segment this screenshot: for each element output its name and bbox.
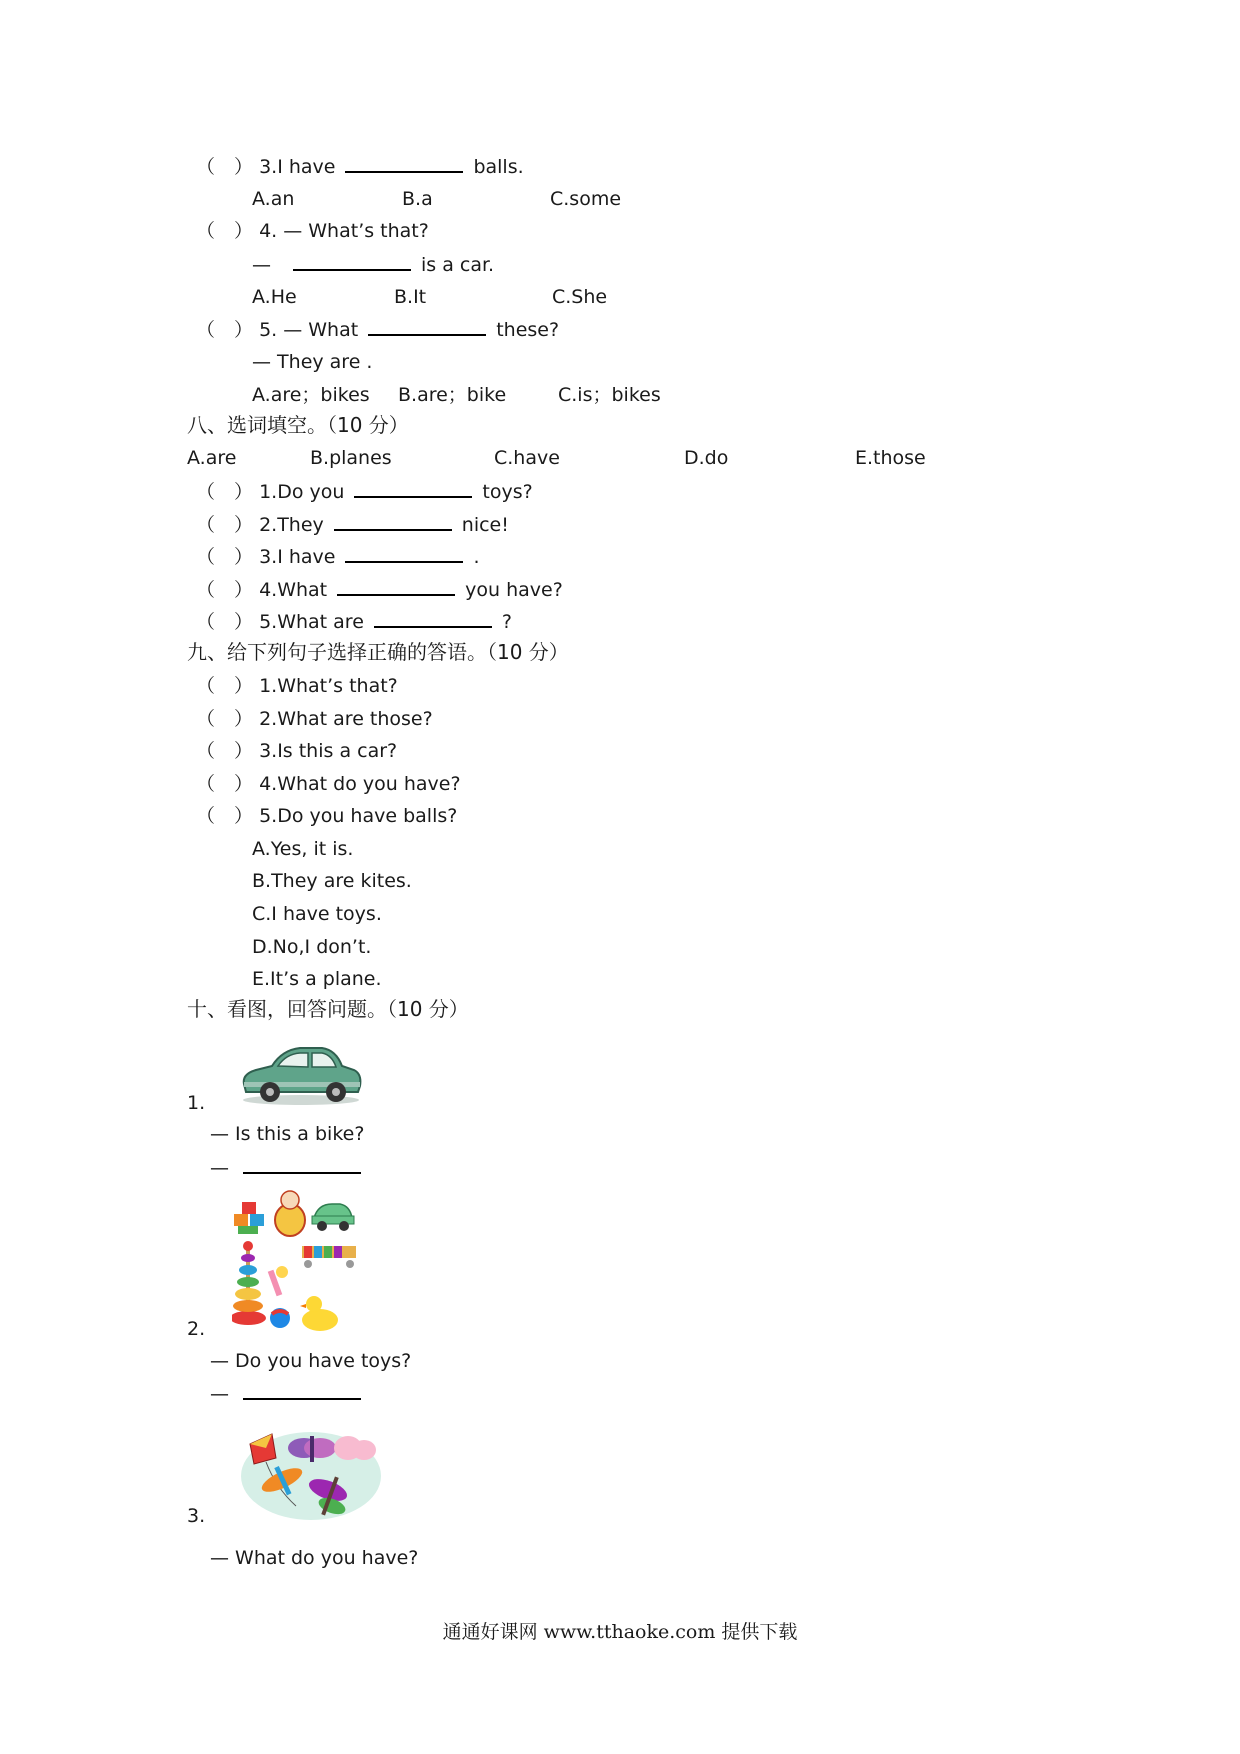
answer-bracket: （ ） bbox=[196, 579, 254, 601]
answer-bracket: （ ） bbox=[196, 805, 254, 827]
s10-item3-number: 3. bbox=[187, 1505, 206, 1527]
s7-q5-opt-a: A.are；bikes bbox=[252, 384, 370, 406]
s10-item1-number: 1. bbox=[187, 1092, 206, 1114]
answer-bracket: （ ） bbox=[196, 773, 254, 795]
answer-bracket: （ ） bbox=[196, 740, 254, 762]
answer-blank[interactable] bbox=[243, 1154, 361, 1174]
answer-bracket: （ ） bbox=[196, 611, 254, 633]
answer-blank[interactable] bbox=[243, 1380, 361, 1400]
answer-bracket: （ ） bbox=[196, 220, 254, 242]
s8-q3: （ ） 3.I have . bbox=[196, 543, 480, 570]
s9-answer-b: B.They are kites. bbox=[252, 870, 412, 892]
fill-blank[interactable] bbox=[345, 153, 463, 173]
s9-answer-c: C.I have toys. bbox=[252, 903, 382, 925]
s10-item1-question: — Is this a bike? bbox=[210, 1123, 365, 1145]
s9-q5: （ ） 5.Do you have balls? bbox=[196, 805, 458, 827]
fill-blank[interactable] bbox=[354, 478, 472, 498]
section8-title: 八、选词填空。（10 分） bbox=[187, 413, 409, 437]
s7-q4-opt-a: A.He bbox=[252, 286, 297, 308]
fill-blank[interactable] bbox=[337, 576, 455, 596]
s7-q4-opt-c: C.She bbox=[552, 286, 608, 308]
page-footer: 通通好课网 www.tthaoke.com 提供下载 bbox=[442, 1621, 798, 1643]
s8-option-a: A.are bbox=[187, 447, 237, 469]
s7-q3-opt-a: A.an bbox=[252, 188, 295, 210]
fill-blank[interactable] bbox=[368, 316, 486, 336]
answer-bracket: （ ） bbox=[196, 156, 254, 178]
answer-bracket: （ ） bbox=[196, 546, 254, 568]
s9-q4: （ ） 4.What do you have? bbox=[196, 773, 461, 795]
answer-bracket: （ ） bbox=[196, 319, 254, 341]
s8-q1: （ ） 1.Do you toys? bbox=[196, 478, 533, 505]
s9-q3: （ ） 3.Is this a car? bbox=[196, 740, 398, 762]
answer-bracket: （ ） bbox=[196, 675, 254, 697]
car-picture bbox=[238, 1040, 364, 1108]
section9-title: 九、给下列句子选择正确的答语。（10 分） bbox=[187, 640, 569, 664]
s10-item1-answer: — bbox=[210, 1154, 371, 1181]
s10-item3-question: — What do you have? bbox=[210, 1547, 419, 1569]
s7-q5-line2: — They are . bbox=[252, 351, 373, 373]
s7-q4: （ ） 4. — What’s that? bbox=[196, 220, 429, 242]
s10-item2-answer: — bbox=[210, 1380, 371, 1407]
s10-item2-question: — Do you have toys? bbox=[210, 1350, 412, 1372]
s7-q3-opt-c: C.some bbox=[550, 188, 622, 210]
s7-q3: （ ） 3.I have balls. bbox=[196, 153, 524, 180]
s8-option-d: D.do bbox=[684, 447, 729, 469]
s10-item2-number: 2. bbox=[187, 1318, 206, 1340]
answer-bracket: （ ） bbox=[196, 481, 254, 503]
s8-option-e: E.those bbox=[855, 447, 926, 469]
s8-q2: （ ） 2.They nice! bbox=[196, 511, 509, 538]
s7-q3-opt-b: B.a bbox=[402, 188, 433, 210]
toys-picture bbox=[232, 1190, 362, 1340]
s7-q5: （ ） 5. — What these? bbox=[196, 316, 559, 343]
s7-q4-line2: — is a car. bbox=[252, 251, 494, 278]
s9-q1: （ ） 1.What’s that? bbox=[196, 675, 398, 697]
s9-answer-e: E.It’s a plane. bbox=[252, 968, 382, 990]
answer-bracket: （ ） bbox=[196, 514, 254, 536]
s7-q5-opt-b: B.are；bike bbox=[398, 384, 507, 406]
s7-q5-opt-c: C.is；bikes bbox=[558, 384, 661, 406]
fill-blank[interactable] bbox=[293, 251, 411, 271]
kites-picture bbox=[236, 1418, 386, 1526]
fill-blank[interactable] bbox=[374, 608, 492, 628]
s9-answer-d: D.No,I don’t. bbox=[252, 936, 372, 958]
s7-q4-opt-b: B.It bbox=[394, 286, 427, 308]
s9-answer-a: A.Yes, it is. bbox=[252, 838, 354, 860]
fill-blank[interactable] bbox=[345, 543, 463, 563]
s8-option-b: B.planes bbox=[310, 447, 392, 469]
s9-q2: （ ） 2.What are those? bbox=[196, 708, 433, 730]
s8-option-c: C.have bbox=[494, 447, 560, 469]
answer-bracket: （ ） bbox=[196, 708, 254, 730]
s8-q5: （ ） 5.What are ? bbox=[196, 608, 512, 635]
section10-title: 十、看图，回答问题。（10 分） bbox=[187, 997, 469, 1021]
fill-blank[interactable] bbox=[334, 511, 452, 531]
s8-q4: （ ） 4.What you have? bbox=[196, 576, 563, 603]
